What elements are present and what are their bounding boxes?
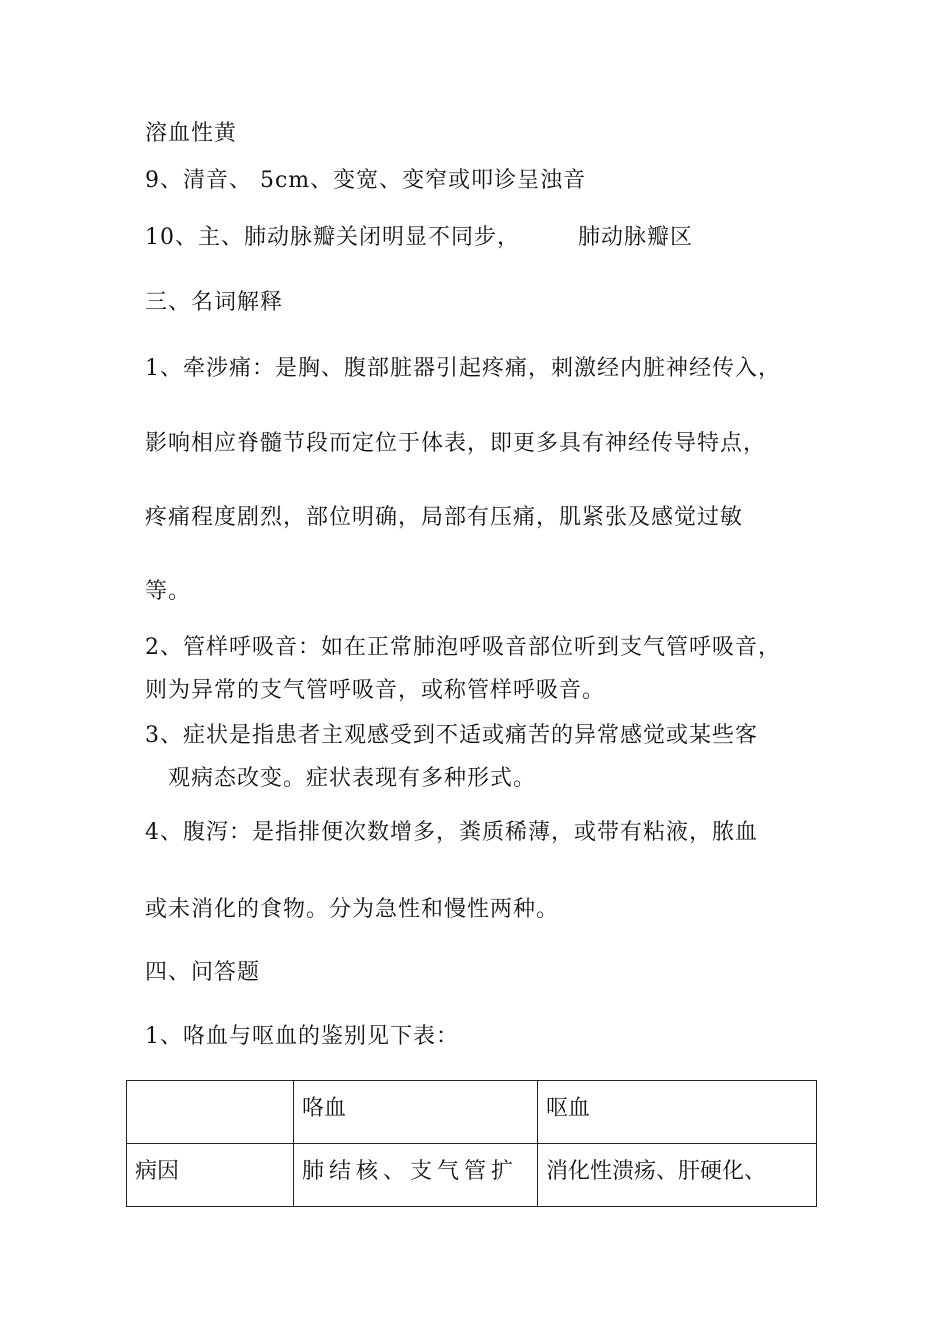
definition-line: 3、症状是指患者主观感受到不适或痛苦的异常感觉或某些客 — [145, 723, 758, 748]
definition-line: 观病态改变。症状表现有多种形式。 — [168, 766, 537, 791]
definition-line: 影响相应脊髓节段而定位于体表，即更多具有神经传导特点， — [145, 431, 767, 456]
text-line: 9、清音、 5cm、变宽、变窄或叩诊呈浊音 — [145, 168, 587, 193]
definition-line: 则为异常的支气管呼吸音，或称管样呼吸音。 — [145, 678, 606, 703]
comparison-table — [126, 1080, 817, 1207]
table-header-cell: 咯血 — [294, 1081, 538, 1144]
text-fragment: 10、主、肺动脉瓣关闭明显不同步， — [145, 225, 520, 250]
table-header-row — [127, 1081, 817, 1144]
definition-line: 2、管样呼吸音：如在正常肺泡呼吸音部位听到支气管呼吸音， — [145, 635, 781, 660]
definition-line: 或未消化的食物。分为急性和慢性两种。 — [145, 897, 560, 922]
table-cell: 病因 — [127, 1144, 294, 1207]
table-row — [127, 1144, 817, 1207]
text-fragment: 肺动脉瓣区 — [578, 225, 694, 250]
text-line: 溶血性黄 — [145, 121, 238, 146]
definition-line: 1、牵涉痛：是胸、腹部脏器引起疼痛，刺激经内脏神经传入， — [145, 356, 781, 381]
definition-line: 等。 — [145, 579, 192, 604]
definition-line: 疼痛程度剧烈，部位明确，局部有压痛，肌紧张及感觉过敏 — [145, 505, 744, 530]
section-heading: 四、问答题 — [145, 960, 261, 985]
table-cell: 肺结核、支气管扩 — [294, 1144, 538, 1207]
definition-line: 4、腹泻：是指排便次数增多，粪质稀薄，或带有粘液，脓血 — [145, 820, 758, 845]
section-heading: 三、名词解释 — [145, 290, 284, 315]
table-header-cell — [127, 1081, 294, 1144]
table-cell: 消化性溃疡、肝硬化、 — [538, 1144, 817, 1207]
question-line: 1、咯血与呕血的鉴别见下表： — [145, 1024, 459, 1049]
text-line — [145, 223, 693, 253]
table-header-cell: 呕血 — [538, 1081, 817, 1144]
